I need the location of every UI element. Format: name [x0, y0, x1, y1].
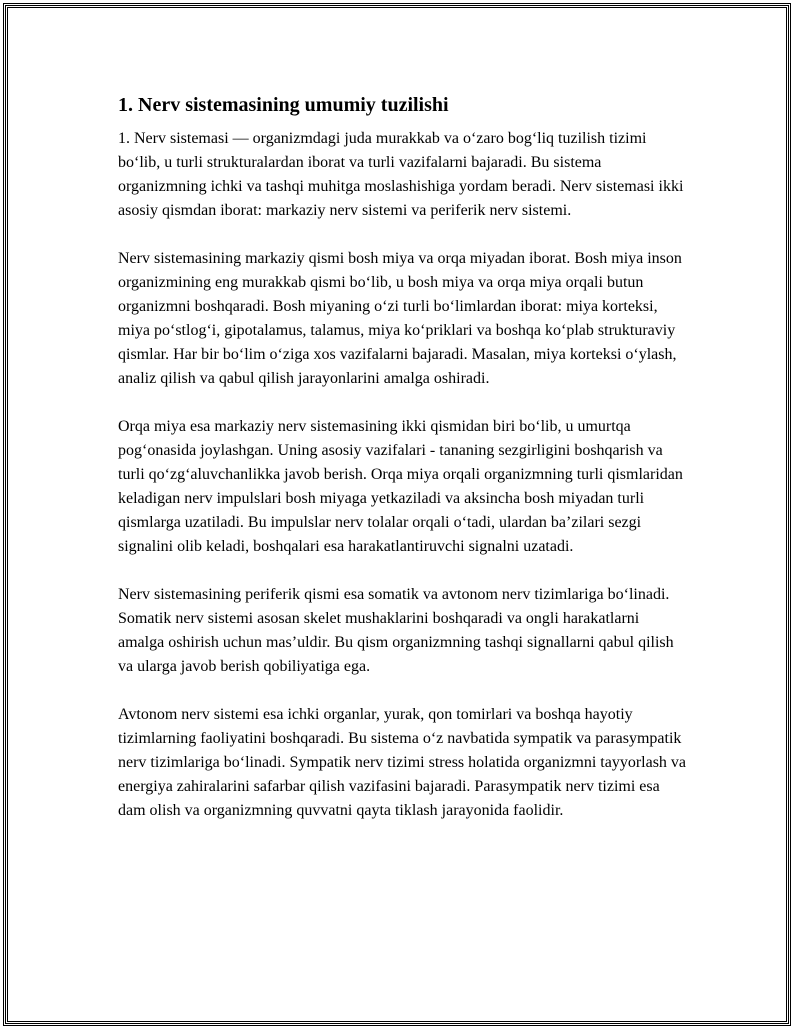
paragraph-autonomic-system: Avtonom nerv sistemi esa ichki organlar, yurak, qon tomirlari va boshqa hayotiy tizimlarning faoliyatini boshqaradi. Bu sistema o‘z navbatida sympatik va parasympatik nerv tizimlariga bo‘linadi. Sympatik nerv tizimi stress holatida organizmni tayyorlash va energiya zahiralarini safarbar qilish vazifasini bajaradi. Parasympatik nerv tizimi esa dam olish va organizmning quvvatni qayta tiklash jarayonida faolidir.	[118, 706, 687, 819]
paragraph-central-nervous-system: Nerv sistemasining markaziy qismi bosh miya va orqa miyadan iborat. Bosh miya inson organizmining eng murakkab qismi bo‘lib, u bosh miya va orqa miya orqali butun organizmni boshqaradi. Bosh miyaning o‘zi turli bo‘limlardan iborat: miya korteksi, miya po‘stlog‘i, gipotalamus, talamus, miya ko‘priklari va boshqa ko‘plab strukturaviy qismlar. Har bir bo‘lim o‘ziga xos vazifalarni bajaradi. Masalan, miya korteksi o‘ylash, analiz qilish va qabul qilish jarayonlarini amalga oshiradi.	[118, 250, 682, 387]
section-heading: 1. Nerv sistemasining umumiy tuzilishi	[118, 94, 449, 116]
paragraph-spinal-cord: Orqa miya esa markaziy nerv sistemasining ikki qismidan biri bo‘lib, u umurtqa pog‘onasida joylashgan. Uning asosiy vazifalari - tananing sezgirligini boshqarish va turli qo‘zg‘aluvchanlikka javob berish. Orqa miya orqali organizmning turli qismlaridan keladigan nerv impulslari bosh miyaga yetkaziladi va aksincha bosh miyadan turli qismlarga uzatiladi. Bu impulslar nerv tolalar orqali o‘tadi, ulardan ba’zilari sezgi signalini olib keladi, boshqalari esa harakatlantiruvchi signalni uzatadi.	[118, 418, 683, 555]
document-body	[118, 92, 688, 847]
paragraph-peripheral-system: Nerv sistemasining periferik qismi esa somatik va avtonom nerv tizimlariga bo‘linadi. Somatik nerv sistemi asosan skelet mushaklarini boshqaradi va ongli harakatlarni amalga oshirish uchun mas’uldir. Bu qism organizmning tashqi signallarni qabul qilish va ularga javob berish qobiliyatiga ega.	[118, 586, 674, 675]
paragraph-intro: 1. Nerv sistemasi — organizmdagi juda murakkab va o‘zaro bog‘liq tuzilish tizimi bo‘lib, u turli strukturalardan iborat va turli vazifalarni bajaradi. Bu sistema organizmning ichki va tashqi muhitga moslashishiga yordam beradi. Nerv sistemasi ikki asosiy qismdan iborat: markaziy nerv sistemi va periferik nerv sistemi.	[118, 130, 684, 219]
